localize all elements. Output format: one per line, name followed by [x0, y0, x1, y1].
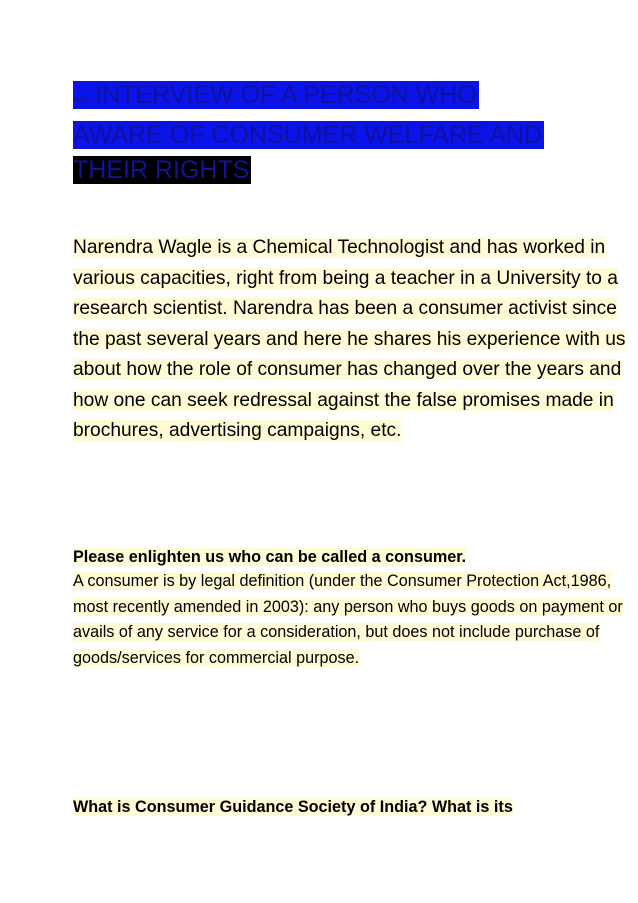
title-line-1-text: INTERVIEW OF A PERSON WHO [88, 81, 477, 109]
answer-paragraph [73, 569, 635, 671]
answer-text: A consumer is by legal definition (under the Consumer Protection Act,1986, most recently amended in 2003): any person who buys goods on payment or avails of any service for a consideration, but does not include purchase of goods/services for commercial purpose. [73, 572, 623, 667]
title-prefix: AN [73, 94, 89, 106]
question-heading [73, 546, 635, 569]
intro-text: Narendra Wagle is a Chemical Technologist and has worked in various capacities, right from being a teacher in a University to a research scientist. Narendra has been a consumer activist since the past several years and here he shares his experience with us about how the role of consumer has changed over the years and how one can seek redressal against the false promises made in brochures, advertising campaigns, etc. [73, 237, 626, 441]
title-line-1 [73, 81, 479, 109]
qa-section-consumer-definition [73, 546, 635, 671]
title-line-2: AWARE OF CONSUMER WELFARE AND [73, 121, 543, 149]
document-title [73, 78, 613, 188]
intro-paragraph [73, 233, 635, 447]
question-text: What is Consumer Guidance Society of India? What is its [73, 798, 513, 816]
question-heading [73, 796, 635, 819]
qa-section-cgsi [73, 796, 635, 819]
title-line-3: THEIR RIGHTS [73, 156, 250, 184]
question-text: Please enlighten us who can be called a consumer. [73, 548, 467, 566]
